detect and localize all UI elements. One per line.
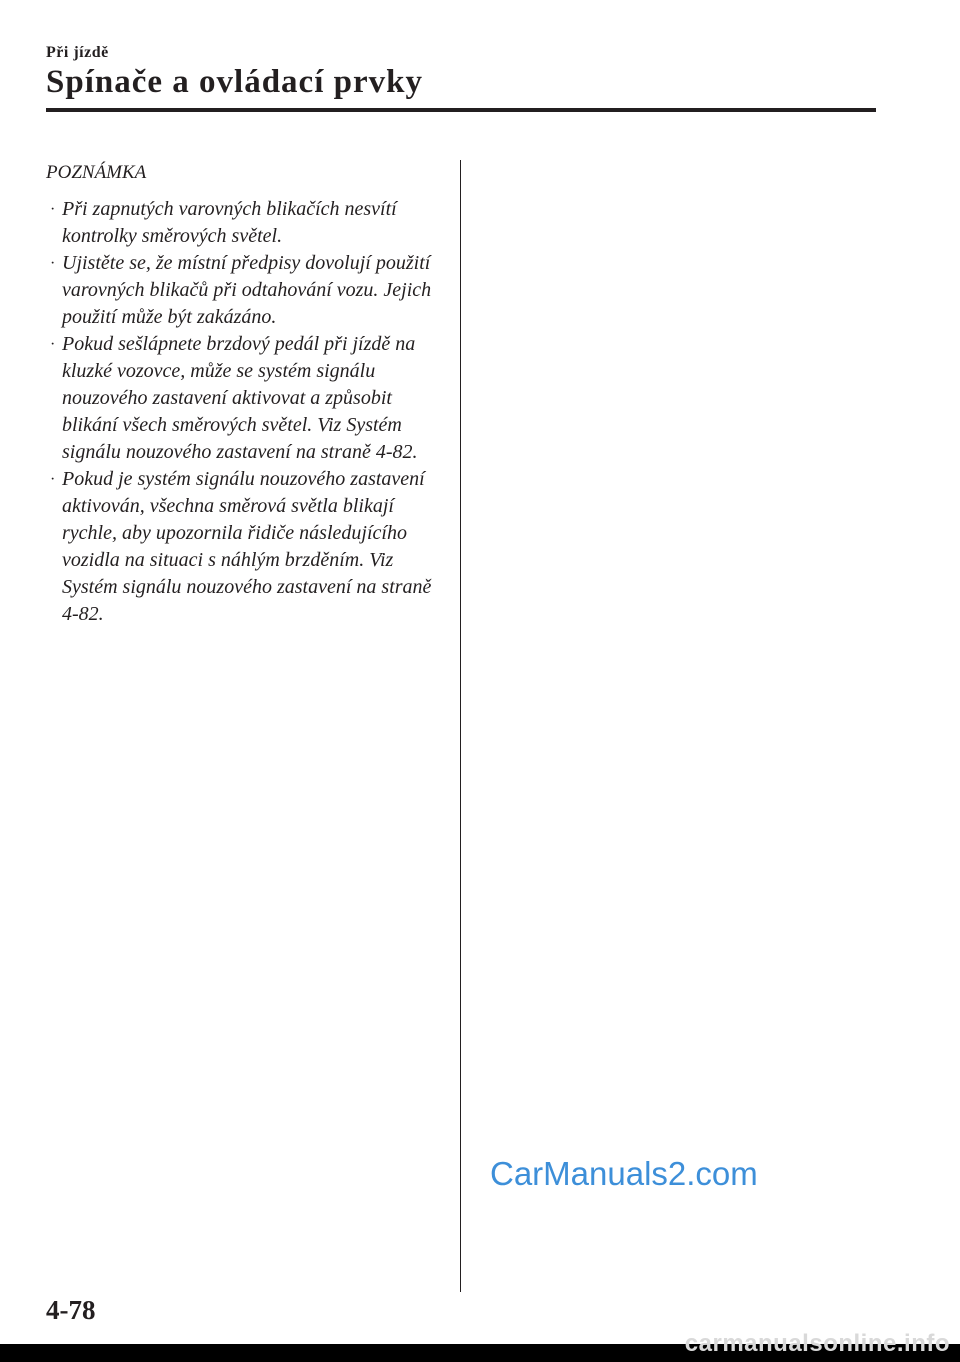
note-list <box>46 196 446 628</box>
bullet-icon: · <box>50 201 56 218</box>
note-item <box>46 250 446 331</box>
page-number: 4-78 <box>46 1295 96 1325</box>
note-item-text: Ujistěte se, že místní předpisy dovolují použití varovných blikačů při odtahování vozu. Jejich použití může být zakázáno. <box>62 252 432 328</box>
column-divider <box>460 160 461 1292</box>
note-item <box>46 331 446 466</box>
note-item <box>46 466 446 628</box>
footer-watermark: carmanualsonline.info <box>684 1330 950 1357</box>
note-heading: POZNÁMKA <box>46 162 147 183</box>
note-item-text: Při zapnutých varovných blikačích nesvítí kontrolky směrových světel. <box>62 198 397 247</box>
bullet-icon: · <box>50 471 56 488</box>
bullet-icon: · <box>50 255 56 272</box>
title-rule <box>46 108 876 112</box>
note-item-text: Pokud sešlápnete brzdový pedál při jízdě na kluzké vozovce, může se systém signálu nouzového zastavení aktivovat a způsobit blikání všech směrových světel. Viz Systém signálu nouzového zastavení na straně 4-82. <box>62 333 418 463</box>
bullet-icon: · <box>50 336 56 353</box>
note-item-text: Pokud je systém signálu nouzového zastavení aktivován, všechna směrová světla blikají rychle, aby upozornila řidiče následujícího vozidla na situaci s náhlým brzděním. Viz Systém signálu nouzového zastavení na straně 4-82. <box>62 468 432 625</box>
watermark-logo: CarManuals2.com <box>478 1148 768 1200</box>
chapter-title: Spínače a ovládací prvky <box>46 64 423 100</box>
section-label: Při jízdě <box>46 44 109 61</box>
note-block <box>46 160 446 628</box>
note-item <box>46 196 446 250</box>
